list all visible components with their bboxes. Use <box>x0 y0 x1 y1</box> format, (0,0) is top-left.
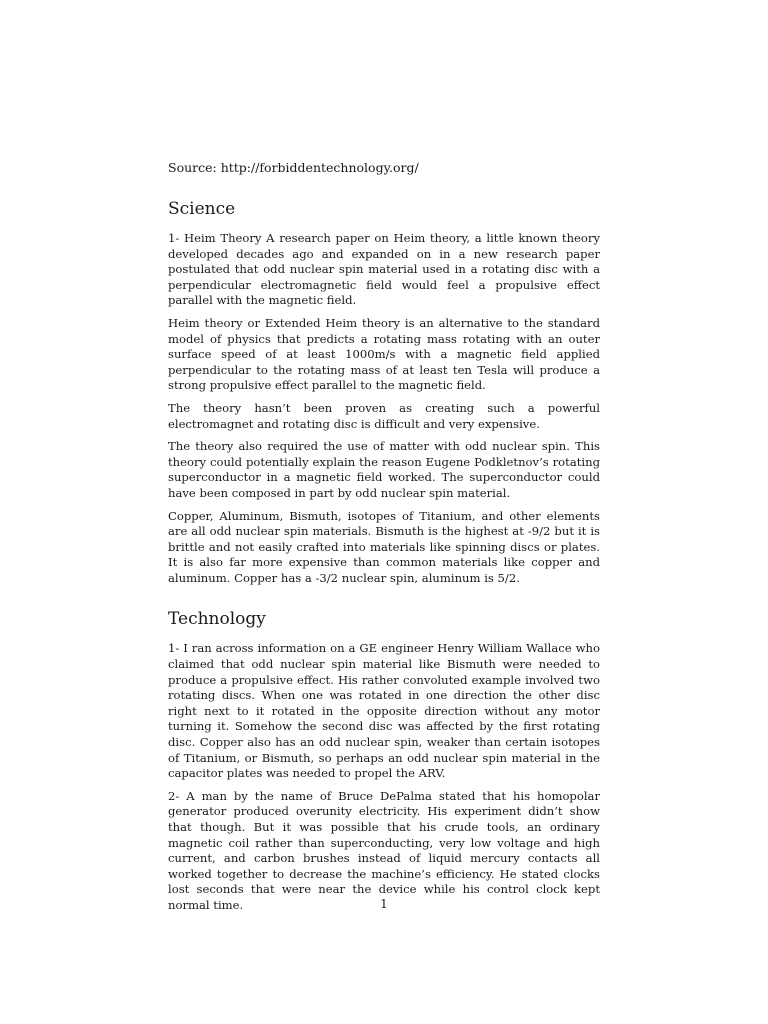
section-heading-science: Science <box>168 199 236 219</box>
technology-paragraph-2: 2- A man by the name of Bruce DePalma stated that his homopolar generator produced overunity electricity. His experiment didn’t show that though. But it was possible that his crude tools, an ordinary magnetic coil rather than superconducting, very low voltage and high current, and carbon brushes instead of liquid mercury contacts all worked together to decrease the machine’s efficiency. He stated clocks lost seconds that were near the device while his control clock kept normal time. <box>168 788 600 912</box>
science-paragraph-3: The theory hasn’t been proven as creating such a powerful electromagnet and rotating disc is difficult and very expensive. <box>168 400 600 431</box>
science-paragraph-4: The theory also required the use of matter with odd nuclear spin. This theory could potentially explain the reason Eugene Podkletnov’s rotating superconductor in a magnetic field worked. The superconductor could have been composed in part by odd nuclear spin material. <box>168 439 600 500</box>
page-number: 1 <box>380 897 388 911</box>
section-heading-technology: Technology <box>168 609 266 630</box>
science-paragraph-5: Copper, Aluminum, Bismuth, isotopes of Titanium, and other elements are all odd nuclear spin materials. Bismuth is the highest at -9/2 but it is brittle and not easily crafted into materials like spinning discs or plates. It is also far more expensive than common materials like copper and aluminum. Copper has a -3/2 nuclear spin, aluminum is 5/2. <box>168 508 600 585</box>
science-paragraph-2: Heim theory or Extended Heim theory is an alternative to the standard model of physics that predicts a rotating mass rotating with an outer surface speed of at least 1000m/s with a magnetic field applied perpendicular to the rotating mass of at least ten Tesla will produce a strong propulsive effect parallel to the magnetic field. <box>168 315 600 393</box>
technology-paragraph-1: 1- I ran across information on a GE engineer Henry William Wallace who claimed that odd nuclear spin material like Bismuth were needed to produce a propulsive effect. His rather convoluted example involved two rotating discs. When one was rotated in one direction the other disc right next to it rotated in the opposite direction without any motor turning it. Somehow the second disc was affected by the first rotating disc. Copper also has an odd nuclear spin, weaker than certain isotopes of Titanium, or Bismuth, so perhaps an odd nuclear spin material in the capacitor plates was needed to propel the ARV. <box>168 641 600 781</box>
source-line: Source: http://forbiddentechnology.org/ <box>168 160 419 175</box>
document-page <box>168 160 600 921</box>
science-paragraph-1: 1- Heim Theory A research paper on Heim theory, a little known theory developed decades ago and expanded on in a new research paper postulated that odd nuclear spin material used in a rotating disc with a perpendicular electromagnetic field would feel a propulsive effect parallel with the magnetic field. <box>168 231 600 308</box>
